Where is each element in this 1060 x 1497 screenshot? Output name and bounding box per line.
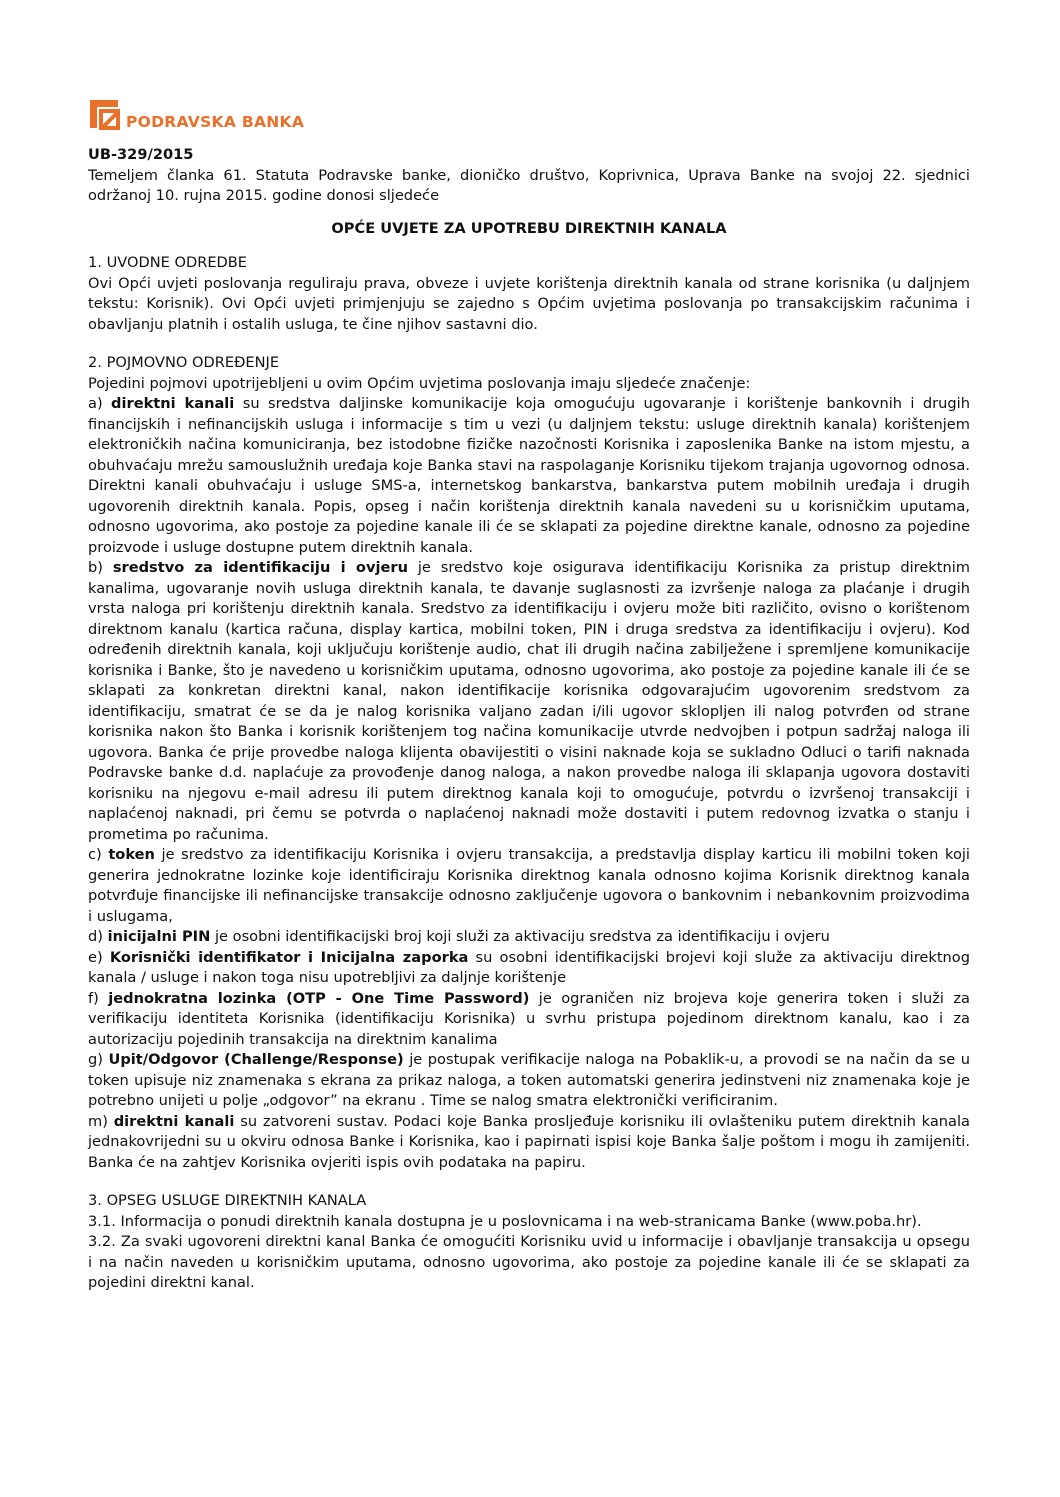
section-1-text: Ovi Opći uvjeti poslovanja reguliraju prava, obveze i uvjete korištenja direktnih kanala od strane korisnika (u daljnjem tekstu: Korisnik). Ovi Opći uvjeti primjenjuju se zajedno s Općim uvjetima poslovanja po transakcijskim računima i obavljanju platnih i ostalih usluga, te čine njihov sastavni dio.: [88, 274, 970, 333]
definition-a: a) direktni kanali su sredstva daljinske komunikacije koja omogućuju ugovaranje i korištenje bankovnih i drugih financijskih i nefinancijskih usluga i informacije s tim u vezi (u daljnjem tekstu: usluge direktnih kanala) korištenjem elektroničkih načina komuniciranja, bez istodobne fizičke nazočnosti Korisnika i zaposlenika Banke na istom mjestu, a obuhvaćaju mrežu samouslužnih uređaja koje Banka stavi na raspolaganje Korisniku tijekom trajanja ugovornog odnosa. Direktni kanali obuhvaćaju i usluge SMS-a, internetskog bankarstva, bankarstva putem mobilnih uređaja i drugih ugovorenih direktnih kanala. Popis, opseg i način korištenja direktnih kanala navedeni su u korisničkim uputama, odnosno ugovorima, ako postoje za pojedine kanale ili će se sklapati za pojedine direktne kanale, odnosno za pojedine proizvode i usluge dostupne putem direktnih kanala.: [88, 395, 970, 556]
definition-c: c) token je sredstvo za identifikaciju Korisnika i ovjeru transakcija, a predstavlja display karticu ili mobilni token koji generira jednokratne lozinke koje identificiraju Korisnika direktnog kanala odnosno kojima Korisnik direktnog kanala potvrđuje financijske ili nefinancijske transakcije odnosno zaključenje ugovora o bankovnim i nebankovnim proizvodima i uslugama,: [88, 846, 970, 925]
definition-b: b) sredstvo za identifikaciju i ovjeru je sredstvo koje osigurava identifikaciju Korisnika za pristup direktnim kanalima, ugovaranje novih usluga direktnih kanala, te davanje suglasnosti za izvršenje naloga za plaćanje i drugih vrsta naloga pri korištenju direktnih kanala. Sredstvo za identifikaciju i ovjeru može biti različito, ovisno o korištenom direktnom kanalu (kartica računa, display kartica, mobilni token, PIN i druga sredstva za identifikaciju i ovjeru). Kod određenih direktnih kanala, koji uključuju korištenje audio, chat ili drugih načina zabilježene i spremljene komunikacije korisnika i Banke, što je navedeno u korisničkim uputama, odnosno ugovorima, ako postoje za pojedine kanale ili će se sklapati za konkretan direktni kanal, nakon identifikacije korisnika odgovarajućim ugovorenim sredstvom za identifikaciju, smatrat će se da je nalog korisnika valjano zadan i/ili ugovor sklopljen ili nalog potvrđen od strane korisnika nakon što Banka i korisnik korištenjem tog načina komunikacije utvrde nedvojben i potpun sadržaj naloga ili ugovora. Banka će prije provedbe naloga klijenta obavijestiti o visini naknade koja se sukladno Odluci o tarifi naknada Podravske banke d.d. naplaćuje za provođenje danog naloga, a nakon provedbe naloga ili sklapanja ugovora dostaviti korisniku na njegovu e-mail adresu ili putem direktnog kanala koji to omogućuje, potvrdu o izvršenoj transakciji i naplaćenoj naknadi, pri čemu se potvrda o naplaćenoj naknadi može dostaviti i putem redovnog izvatka o stanju i prometima po računima.: [88, 559, 970, 843]
podravska-banka-logo-icon: [88, 98, 122, 132]
section-2-lead: Pojedini pojmovi upotrijebljeni u ovim Općim uvjetima poslovanja imaju sljedeće značenje:: [88, 374, 751, 392]
definition-term: Korisnički identifikator i Inicijalna zaporka: [109, 948, 469, 966]
definition-term: direktni kanali: [113, 1112, 235, 1130]
section-1-heading: 1. UVODNE ODREDBE: [88, 254, 248, 271]
definition-e: e) Korisnički identifikator i Inicijalna zaporka su osobni identifikacijski brojevi koji služe za aktivaciju direktnog kanala / usluge i nakon toga nisu upotrebljivi za daljnje korištenje: [88, 948, 970, 986]
document-number: UB-329/2015: [88, 146, 194, 163]
section-2-heading: 2. POJMOVNO ODREĐENJE: [88, 354, 280, 371]
intro-paragraph: Temeljem članka 61. Statuta Podravske banke, dioničko društvo, Koprivnica, Uprava Banke na svojoj 22. sjednici održanoj 10. rujna 2015. godine donosi sljedeće: [88, 166, 970, 204]
definition-g: g) Upit/Odgovor (Challenge/Response) je postupak verifikacije naloga na Pobaklik-u, a provodi se na način da se u token upisuje niz znamenaka s ekrana za prikaz naloga, a token automatski generira jedinstveni niz znamenaka koje je potrebno unijeti u polje „odgovor” na ekranu . Time se nalog smatra elektronički verificiranim.: [88, 1051, 970, 1109]
definition-term: direktni kanali: [111, 395, 235, 412]
document-body: [88, 145, 970, 1294]
definition-term: sredstvo za identifikaciju i ovjeru: [112, 559, 408, 576]
section-3-2: 3.2. Za svaki ugovoreni direktni kanal Banka će omogućiti Korisniku uvid u informacije i obavljanje transakcija u opsegu i na način naveden u korisničkim uputama, odnosno ugovorima, ako postoje za pojedine kanale ili će se sklapati za pojedini direktni kanal.: [88, 1233, 970, 1291]
definition-f: f) jednokratna lozinka (OTP - One Time Password) je ograničen niz brojeva koje generira token i služi za verifikaciju identiteta Korisnika (identifikaciju Korisnika) u svrhu pristupa pojedinom direktnom kanalu, kao i za autorizaciju pojedinih transakcija na direktnim kanalima: [88, 989, 970, 1048]
definition-d: d) inicijalni PIN je osobni identifikacijski broj koji služi za aktivaciju sredstva za identifikaciju i ovjeru: [88, 928, 830, 945]
definition-term: jednokratna lozinka (OTP - One Time Password): [108, 989, 530, 1007]
definition-m: m) direktni kanali su zatvoreni sustav. Podaci koje Banka prosljeđuje korisniku ili ovlašteniku putem direktnih kanala jednakovrijedni su u okviru odnosa Banke i Korisnika, kao i papirnati ispisi koje Banka šalje poštom i mogu ih zamijeniti. Banka će na zahtjev Korisnika ovjeriti ispis ovih podataka na papiru.: [88, 1112, 970, 1171]
section-3-heading: 3. OPSEG USLUGE DIREKTNIH KANALA: [88, 1192, 367, 1209]
document-title: OPĆE UVJETE ZA UPOTREBU DIREKTNIH KANALA: [331, 219, 727, 237]
definition-term: Upit/Odgovor (Challenge/Response): [108, 1051, 404, 1068]
bank-logo-text: PODRAVSKA BANKA: [126, 113, 305, 131]
section-3-1: 3.1. Informacija o ponudi direktnih kanala dostupna je u poslovnicama i na web-stranicama Banke (www.poba.hr).: [88, 1212, 922, 1230]
definition-term: inicijalni PIN: [107, 928, 211, 945]
definition-term: token: [108, 846, 155, 863]
